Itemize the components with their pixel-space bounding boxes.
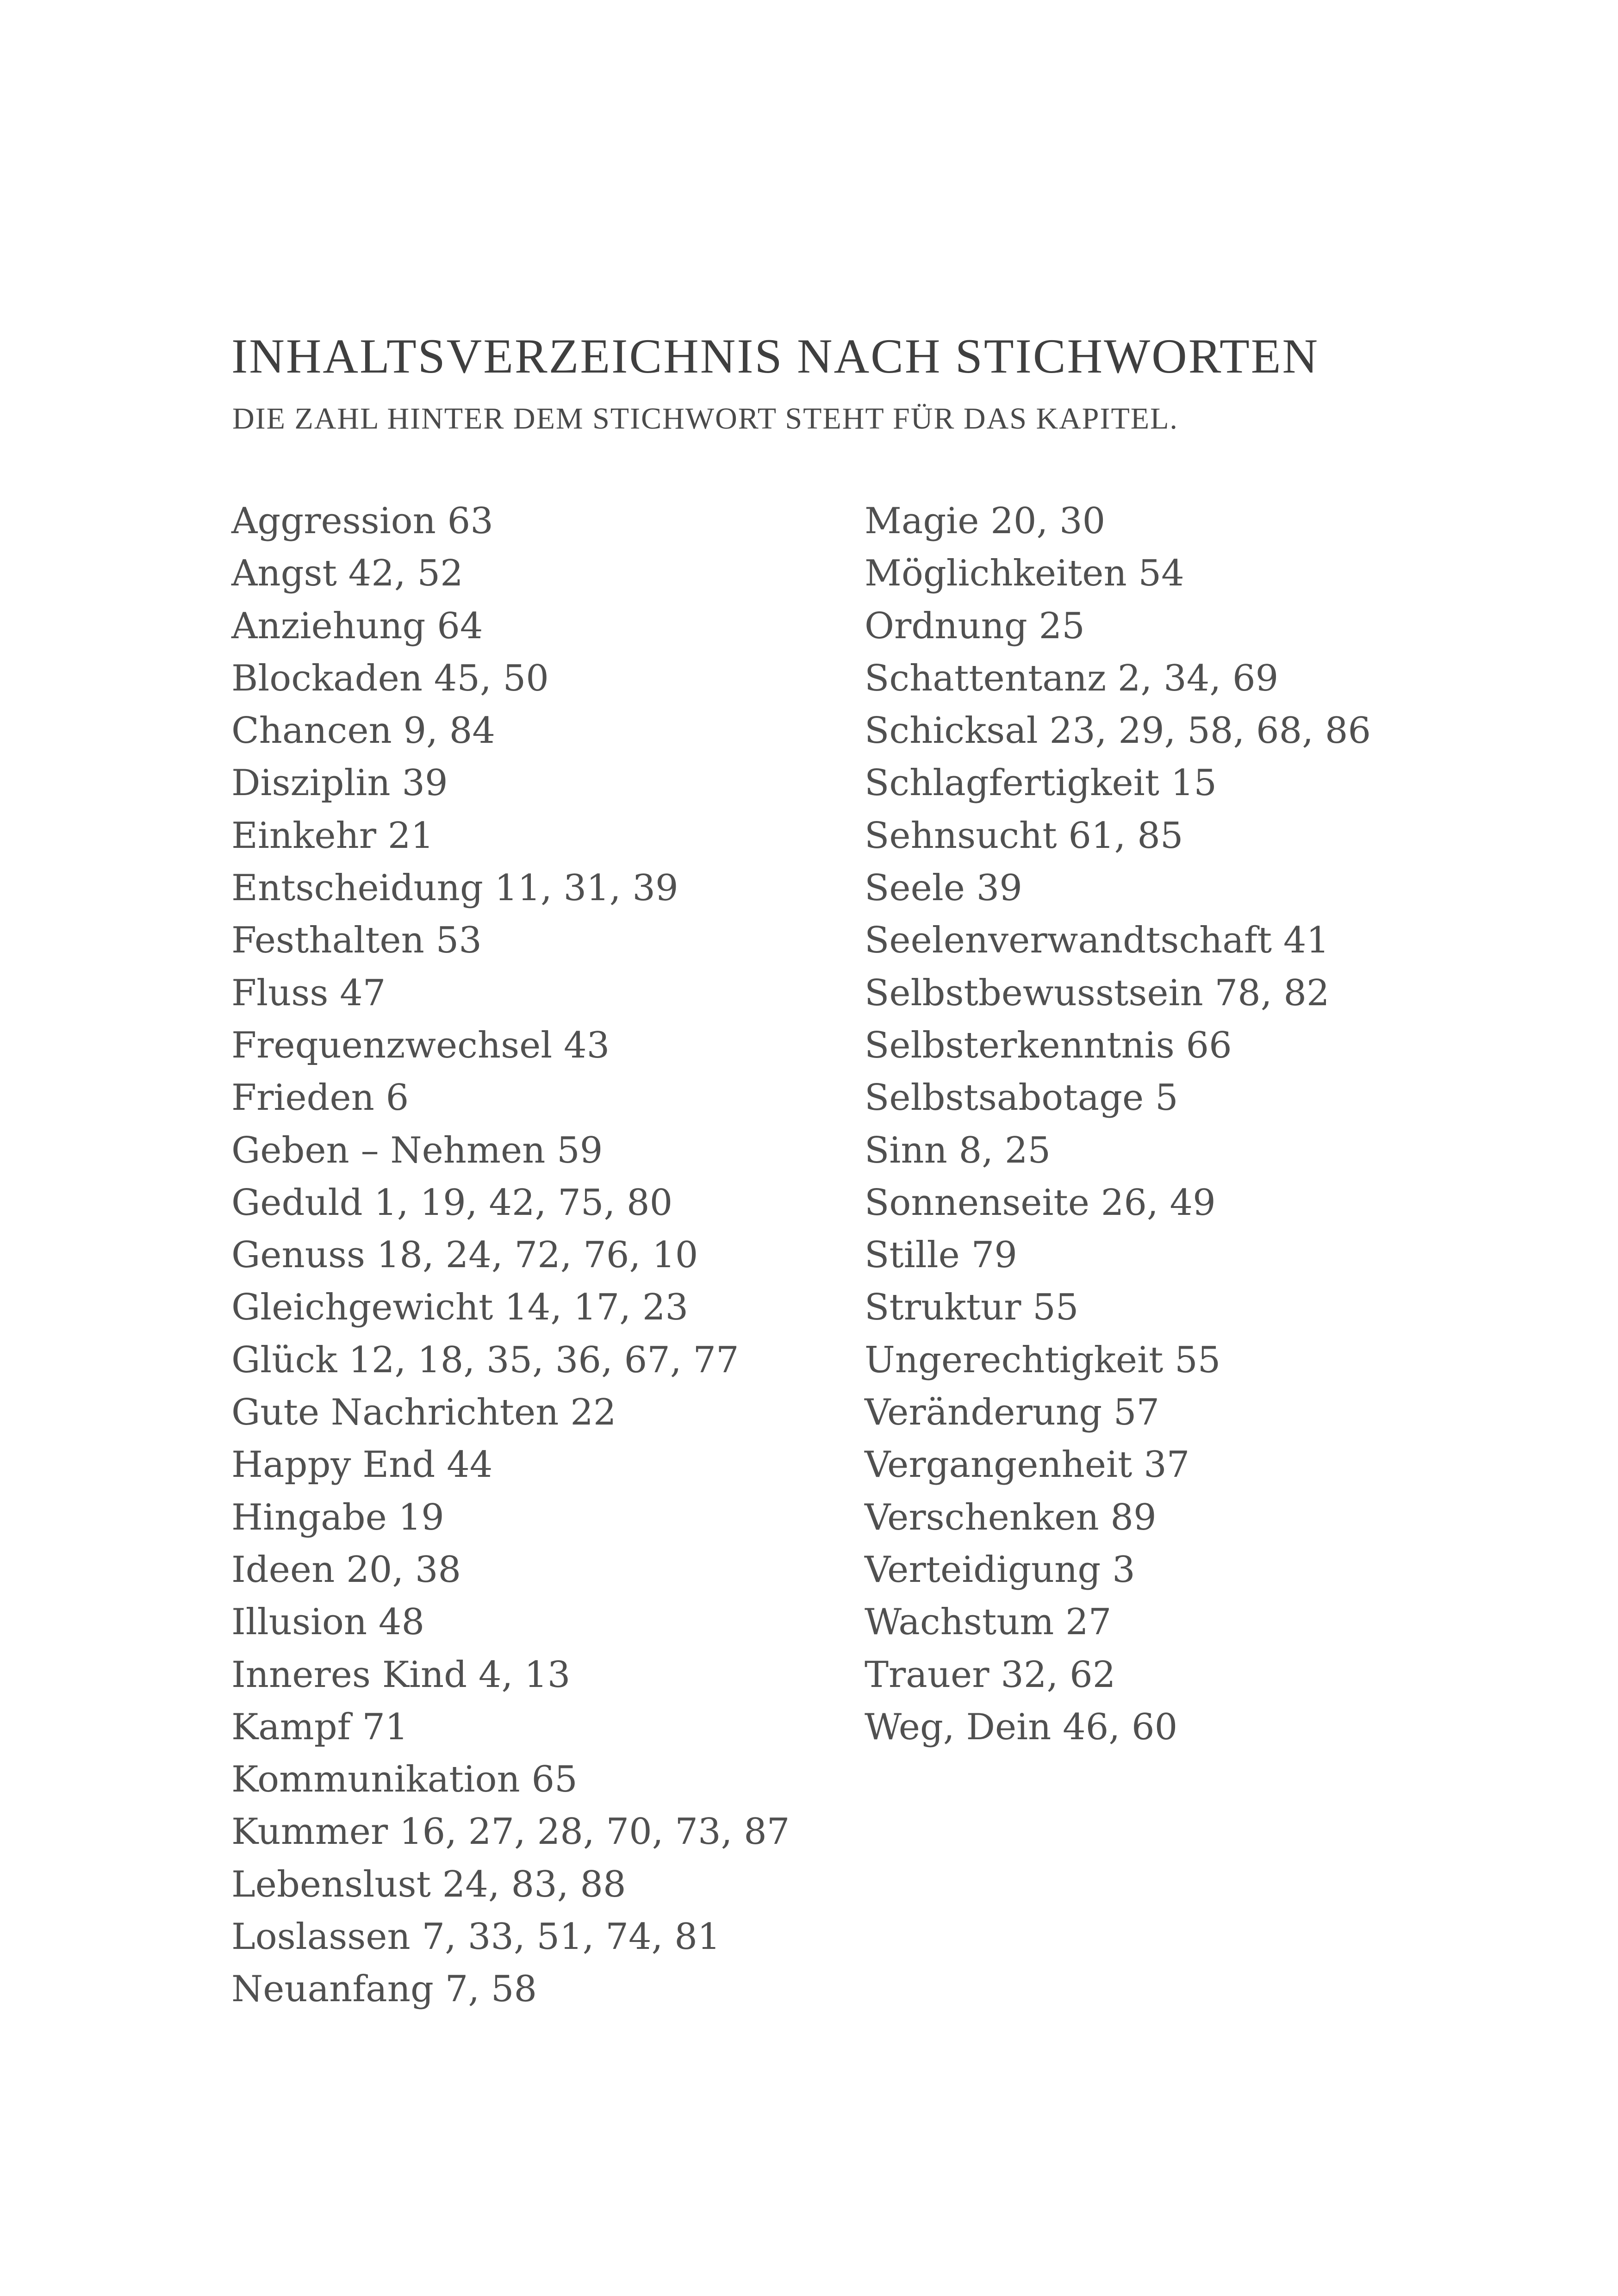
index-entry: Geduld 1, 19, 42, 75, 80 (231, 1182, 673, 1224)
index-entry: Fluss 47 (231, 972, 386, 1014)
index-entry: Vergangenheit 37 (865, 1444, 1190, 1486)
index-entry: Aggression 63 (231, 500, 493, 542)
index-entry: Gleichgewicht 14, 17, 23 (231, 1287, 689, 1329)
index-entry: Möglichkeiten 54 (865, 553, 1184, 595)
index-entry: Loslassen 7, 33, 51, 74, 81 (231, 1916, 721, 1958)
index-entry: Lebenslust 24, 83, 88 (231, 1863, 626, 1905)
index-entry: Trauer 32, 62 (865, 1654, 1116, 1696)
index-entry: Blockaden 45, 50 (231, 657, 549, 699)
index-entry: Angst 42, 52 (231, 553, 463, 595)
index-entry: Geben – Nehmen 59 (231, 1129, 603, 1171)
index-entry: Sinn 8, 25 (865, 1129, 1051, 1171)
index-entry: Sehnsucht 61, 85 (865, 815, 1183, 857)
index-entry: Struktur 55 (865, 1287, 1079, 1329)
index-entry: Sonnenseite 26, 49 (865, 1182, 1216, 1224)
index-entry: Neuanfang 7, 58 (231, 1968, 537, 2010)
index-entry: Wachstum 27 (865, 1601, 1112, 1643)
index-entry: Schicksal 23, 29, 58, 68, 86 (865, 710, 1371, 752)
index-entry: Ideen 20, 38 (231, 1549, 461, 1591)
index-entry: Selbstbewusstsein 78, 82 (865, 972, 1330, 1014)
index-entry: Illusion 48 (231, 1601, 425, 1643)
index-entry: Anziehung 64 (231, 605, 483, 647)
index-entry: Frieden 6 (231, 1077, 409, 1119)
index-entry: Weg, Dein 46, 60 (865, 1706, 1178, 1748)
index-entry: Magie 20, 30 (865, 500, 1106, 542)
index-entry: Entscheidung 11, 31, 39 (231, 867, 678, 909)
index-entry: Disziplin 39 (231, 762, 448, 804)
index-entry: Selbsterkenntnis 66 (865, 1024, 1232, 1066)
index-column-left (231, 495, 790, 2016)
index-entry: Chancen 9, 84 (231, 710, 495, 752)
index-entry: Schlagfertigkeit 15 (865, 762, 1217, 804)
index-entry: Schattentanz 2, 34, 69 (865, 657, 1279, 699)
index-entry: Verschenken 89 (865, 1496, 1157, 1538)
index-entry: Selbstsabotage 5 (865, 1077, 1178, 1119)
index-entry: Genuss 18, 24, 72, 76, 10 (231, 1234, 698, 1276)
index-entry: Frequenzwechsel 43 (231, 1024, 610, 1066)
index-entry: Stille 79 (865, 1234, 1017, 1276)
index-entry: Glück 12, 18, 35, 36, 67, 77 (231, 1339, 739, 1381)
page-title: INHALTSVERZEICHNIS NACH STICHWORTEN (231, 329, 1319, 383)
index-entry: Hingabe 19 (231, 1496, 444, 1538)
index-entry: Ungerechtigkeit 55 (865, 1339, 1221, 1381)
index-entry: Einkehr 21 (231, 815, 434, 857)
index-entry: Kummer 16, 27, 28, 70, 73, 87 (231, 1811, 790, 1853)
index-entry: Verteidigung 3 (865, 1549, 1135, 1591)
index-entry: Seelenverwandtschaft 41 (865, 920, 1330, 962)
index-entry: Kampf 71 (231, 1706, 408, 1748)
index-entry: Festhalten 53 (231, 920, 482, 962)
page-subtitle: DIE ZAHL HINTER DEM STICHWORT STEHT FÜR DAS KAPITEL. (232, 402, 1178, 436)
index-entry: Ordnung 25 (865, 605, 1085, 647)
index-entry: Kommunikation 65 (231, 1759, 578, 1801)
index-entry: Inneres Kind 4, 13 (231, 1654, 571, 1696)
index-entry: Seele 39 (865, 867, 1022, 909)
index-entry: Happy End 44 (231, 1444, 493, 1486)
index-entry: Gute Nachrichten 22 (231, 1392, 616, 1434)
index-column-right (865, 495, 1371, 1754)
index-entry: Veränderung 57 (865, 1392, 1160, 1434)
